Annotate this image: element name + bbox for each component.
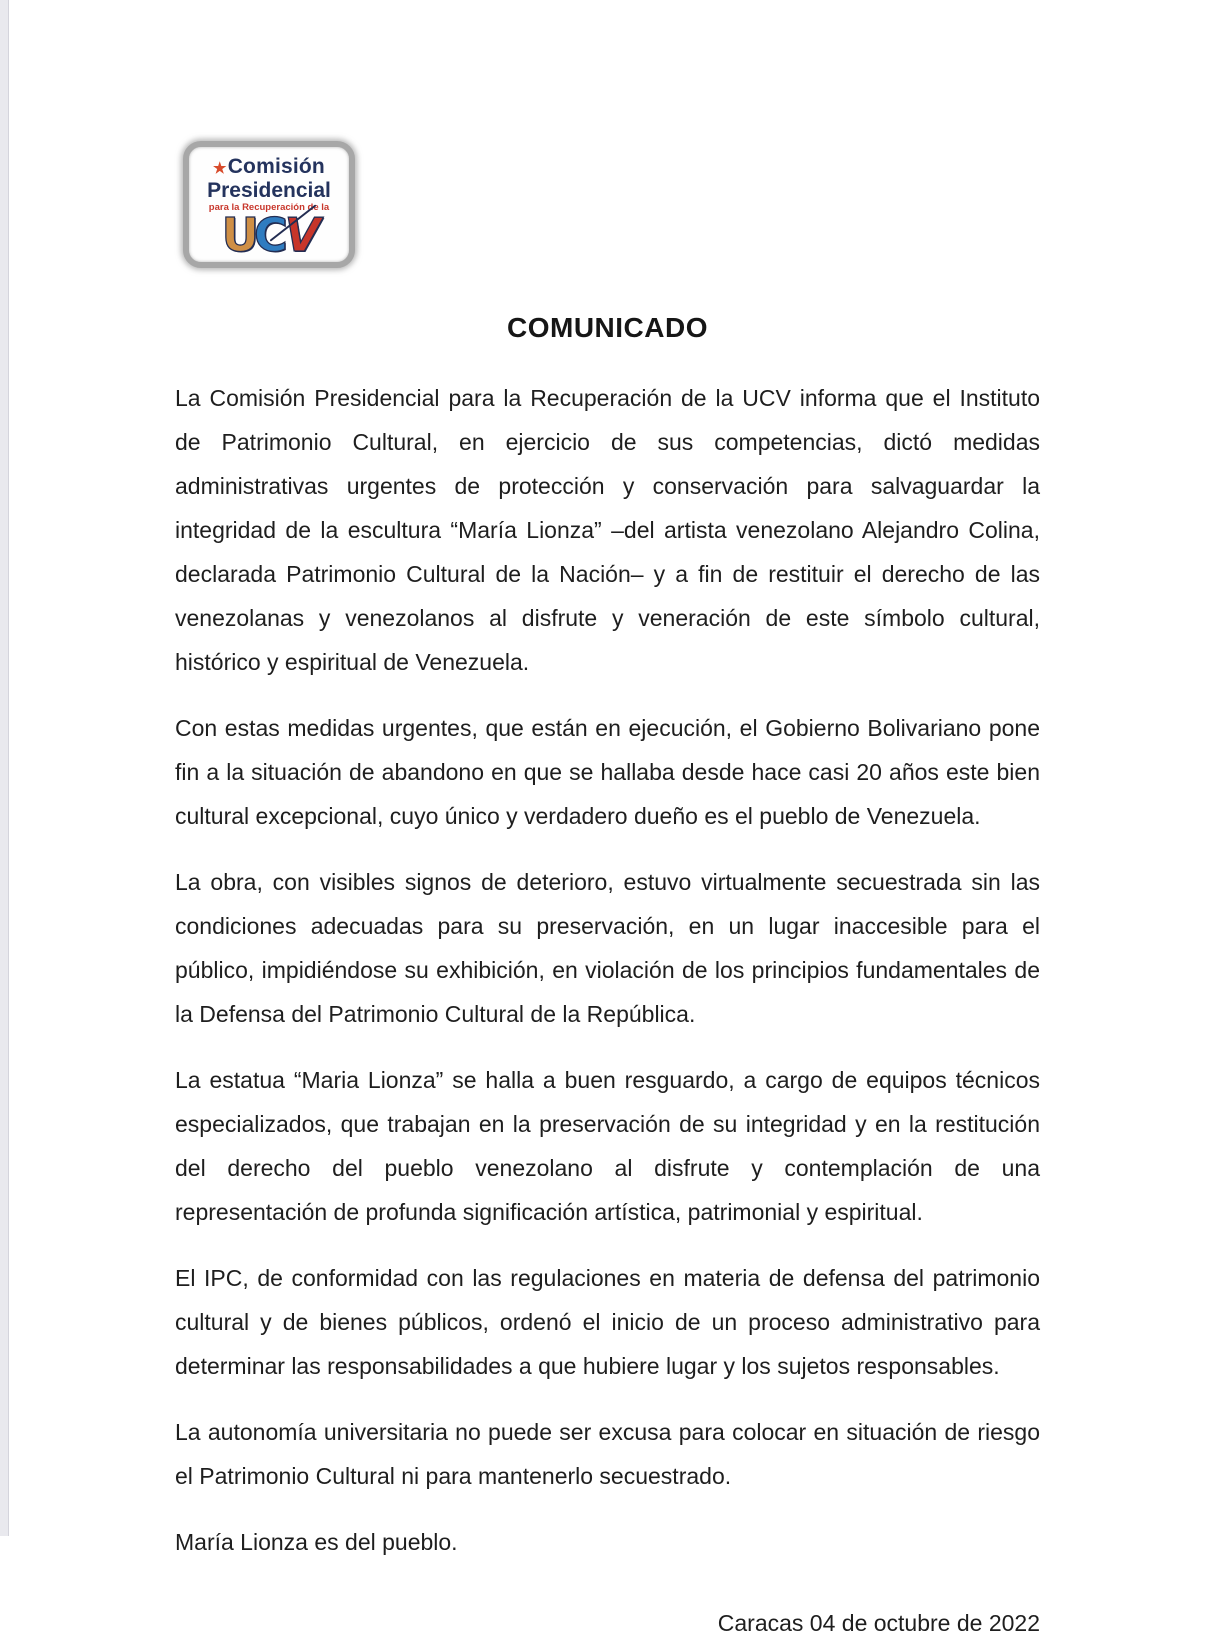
ucv-letter-c: C bbox=[253, 207, 284, 262]
logo-word-comision: Comisión bbox=[227, 154, 325, 178]
comision-presidencial-ucv-logo bbox=[183, 141, 355, 268]
document-body bbox=[175, 376, 1040, 1564]
document-title: COMUNICADO bbox=[507, 312, 708, 343]
paragraph-5: El IPC, de conformidad con las regulaciones en materia de defensa del patrimonio cultural y de bienes públicos, ordenó el inicio de un proceso administrativo para determinar las responsabilidades a que hubiere lugar y los sujetos responsables. bbox=[175, 1265, 1040, 1379]
paragraph-4: La estatua “Maria Lionza” se halla a buen resguardo, a cargo de equipos técnicos especializados, que trabajan en la preservación de su integridad y en la restitución del derecho del pueblo venezolano al disfrute y contemplación de una representación de profunda significación artística, patrimonial y espiritual. bbox=[175, 1067, 1040, 1225]
scan-edge-artifact bbox=[0, 0, 9, 1536]
logo-subtitle: para la Recuperación de la bbox=[208, 201, 330, 213]
paragraph-7: María Lionza es del pueblo. bbox=[175, 1529, 458, 1555]
logo-title-line1 bbox=[213, 156, 325, 180]
ucv-acronym bbox=[221, 207, 317, 262]
date-line: Caracas 04 de octubre de 2022 bbox=[717, 1610, 1040, 1636]
paragraph-6: La autonomía universitaria no puede ser excusa para colocar en situación de riesgo el Patrimonio Cultural ni para mantenerlo secuestrado. bbox=[175, 1419, 1040, 1489]
ucv-letter-v: V bbox=[284, 207, 317, 262]
paragraph-1: La Comisión Presidencial para la Recuperación de la UCV informa que el Instituto de Patrimonio Cultural, en ejercicio de sus competencias, dictó medidas administrativas urgentes de protección y conservación para salvaguardar la integridad de la escultura “María Lionza” –del artista venezolano Alejandro Colina, declarada Patrimonio Cultural de la Nación– y a fin de restituir el derecho de las venezolanas y venezolanos al disfrute y veneración de este símbolo cultural, histórico y espiritual de Venezuela. bbox=[175, 385, 1040, 675]
paragraph-2: Con estas medidas urgentes, que están en ejecución, el Gobierno Bolivariano pone fin a la situación de abandono en que se hallaba desde hace casi 20 años este bien cultural excepcional, cuyo único y verdadero dueño es el pueblo de Venezuela. bbox=[175, 715, 1040, 829]
ucv-letter-u: U bbox=[221, 207, 255, 262]
document-content bbox=[175, 0, 1040, 1637]
star-icon: ★ bbox=[213, 159, 227, 177]
logo-title-line2: Presidencial bbox=[207, 178, 331, 202]
paragraph-3: La obra, con visibles signos de deterioro, estuvo virtualmente secuestrada sin las condiciones adecuadas para su preservación, en un lugar inaccesible para el público, impidiéndose su exhibición, en violación de los principios fundamentales de la Defensa del Patrimonio Cultural de la República. bbox=[175, 869, 1040, 1027]
